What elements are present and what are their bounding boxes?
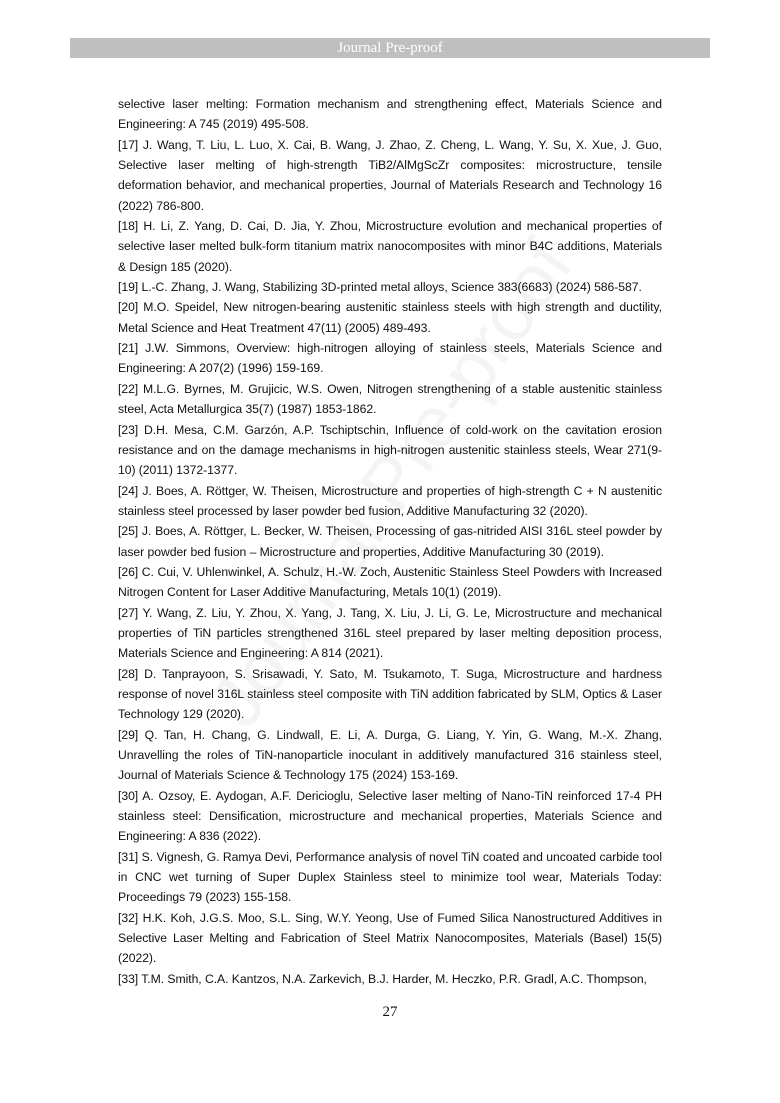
reference-item: [22] M.L.G. Byrnes, M. Grujicic, W.S. Owen, Nitrogen strengthening of a stable austenitic stainless steel, Acta Metallurgica 35(7) (1987) 1853-1862. [118,381,662,417]
reference-item: [24] J. Boes, A. Röttger, W. Theisen, Microstructure and properties of high-strength C + N austenitic stainless steel processed by laser powder bed fusion, Additive Manufacturing 32 (2020). [118,483,662,518]
reference-list [118,94,662,989]
reference-item: [31] S. Vignesh, G. Ramya Devi, Performance analysis of novel TiN coated and uncoated carbide tool in CNC wet turning of Super Duplex Stainless steel to minimize tool wear, Materials Today: Proceedings 79 (2023) 155-158. [118,849,662,905]
reference-item: [20] M.O. Speidel, New nitrogen-bearing austenitic stainless steels with high strength and ductility, Metal Science and Heat Treatment 47(11) (2005) 489-493. [118,300,662,335]
reference-item: [26] C. Cui, V. Uhlenwinkel, A. Schulz, H.-W. Zoch, Austenitic Stainless Steel Powders with Increased Nitrogen Content for Laser Additive Manufacturing, Metals 10(1) (2019). [118,564,662,600]
reference-item: [19] L.-C. Zhang, J. Wang, Stabilizing 3D-printed metal alloys, Science 383(6683) (2024) 586-587. [118,280,642,295]
reference-item: [21] J.W. Simmons, Overview: high-nitrogen alloying of stainless steels, Materials Science and Engineering: A 207(2) (1996) 159-169. [118,341,662,376]
reference-item: [17] J. Wang, T. Liu, L. Luo, X. Cai, B. Wang, J. Zhao, Z. Cheng, L. Wang, Y. Su, X. Xue, J. Guo, Selective laser melting of high-strength TiB2/AlMgScZr composites: microstructure, tensile deformation behavior, and mechanical properties, Journal of Materials Research and Technology 16 (2022) 786-800. [118,137,662,213]
reference-item: [23] D.H. Mesa, C.M. Garzón, A.P. Tschiptschin, Influence of cold-work on the cavitation erosion resistance and on the damage mechanisms in high-nitrogen austenitic stainless steels, Wear 271(9-10) (2011) 1372-1377. [118,422,662,478]
reference-item: [29] Q. Tan, H. Chang, G. Lindwall, E. Li, A. Durga, G. Liang, Y. Yin, G. Wang, M.-X. Zhang, Unravelling the roles of TiN-nanoparticle inoculant in additively manufactured 316 stainless steel, Journal of Materials Science & Technology 175 (2024) 153-169. [118,727,662,783]
page-number: 27 [382,1004,398,1020]
reference-item: [28] D. Tanprayoon, S. Srisawadi, Y. Sato, M. Tsukamoto, T. Suga, Microstructure and hardness response of novel 316L stainless steel composite with TiN addition fabricated by SLM, Optics & Laser Technology 129 (2020). [118,666,662,722]
reference-item: [18] H. Li, Z. Yang, D. Cai, D. Jia, Y. Zhou, Microstructure evolution and mechanical properties of selective laser melted bulk-form titanium matrix nanocomposites with minor B4C additions, Materials & Design 185 (2020). [118,219,662,274]
reference-item: selective laser melting: Formation mechanism and strengthening effect, Materials Science and Engineering: A 745 (2019) 495-508. [118,97,662,132]
reference-item: [32] H.K. Koh, J.G.S. Moo, S.L. Sing, W.Y. Yeong, Use of Fumed Silica Nanostructured Additives in Selective Laser Melting and Fabrication of Steel Matrix Nanocomposites, Materials (Basel) 15(5) (2022). [118,910,662,966]
reference-item: [25] J. Boes, A. Röttger, L. Becker, W. Theisen, Processing of gas-nitrided AISI 316L steel powder by laser powder bed fusion – Microstructure and properties, Additive Manufacturing 30 (2019). [118,524,662,559]
journal-pre-proof-header: Journal Pre-proof [70,38,710,58]
reference-item: [30] A. Ozsoy, E. Aydogan, A.F. Dericioglu, Selective laser melting of Nano-TiN reinforced 17-4 PH stainless steel: Densification, microstructure and mechanical properties, Materials Science and Engineering: A 836 (2022). [118,788,662,844]
reference-item: [33] T.M. Smith, C.A. Kantzos, N.A. Zarkevich, B.J. Harder, M. Heczko, P.R. Gradl, A.C. Thompson, [118,971,647,986]
reference-item: [27] Y. Wang, Z. Liu, Y. Zhou, X. Yang, J. Tang, X. Liu, J. Li, G. Le, Microstructure and mechanical properties of TiN particles strengthened 316L steel prepared by laser melting deposition process, Materials Science and Engineering: A 814 (2021). [118,605,662,661]
